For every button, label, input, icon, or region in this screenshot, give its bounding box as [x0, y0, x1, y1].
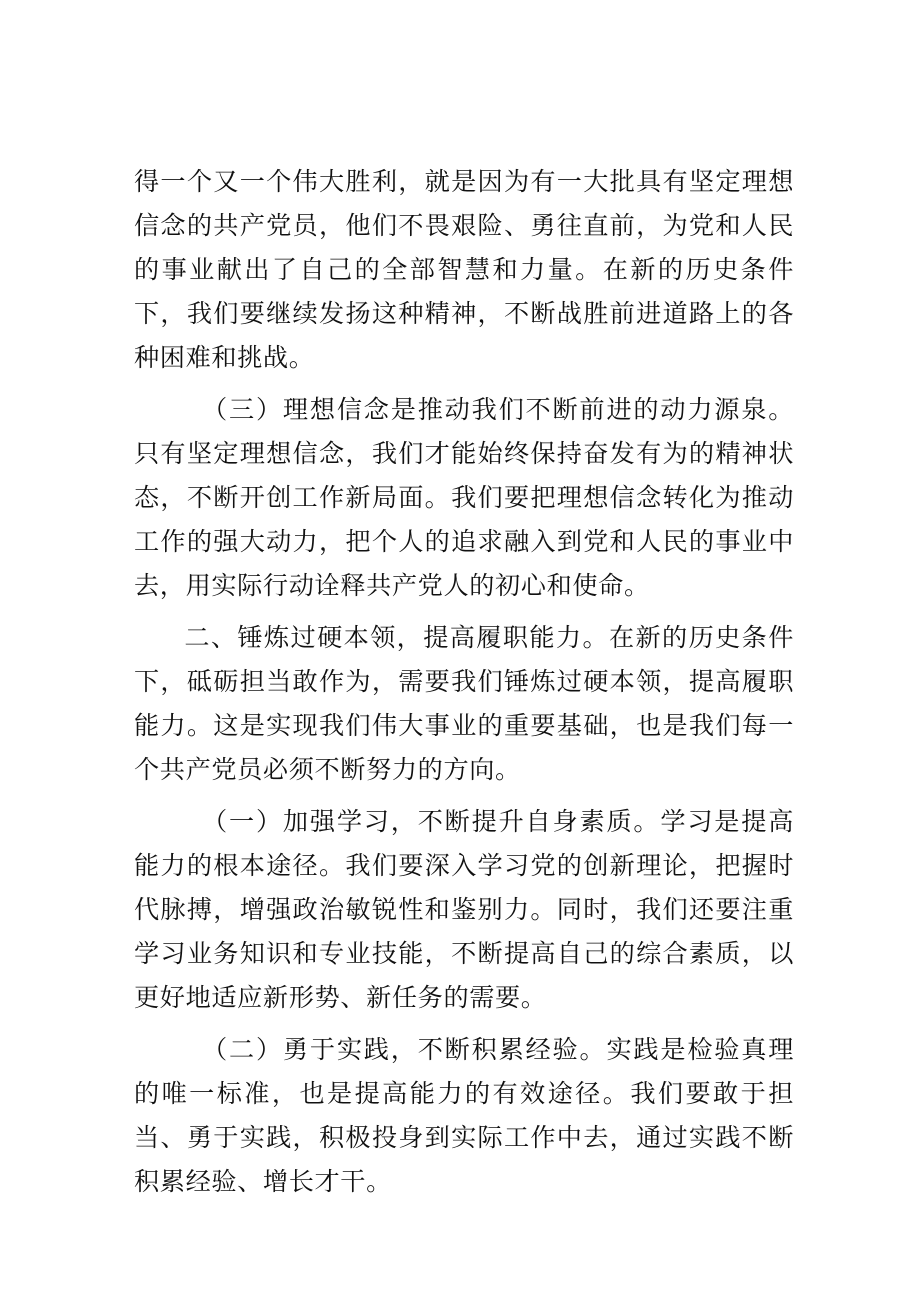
- paragraph-heading-2: 二、锤炼过硬本领，提高履职能力。在新的历史条件下，砥砺担当敢作为，需要我们锤炼过硬本领，提高履职能力。这是实现我们伟大事业的重要基础，也是我们每一个共产党员必须不断努力的方向。: [134, 623, 794, 784]
- paragraph-continued: 得一个又一个伟大胜利，就是因为有一大批具有坚定理想信念的共产党员，他们不畏艰险、勇往直前，为党和人民的事业献出了自己的全部智慧和力量。在新的历史条件下，我们要继续发扬这种精神，不断战胜前进道路上的各种困难和挑战。: [134, 167, 794, 372]
- document-body: [134, 160, 794, 1212]
- paragraph-section-3: （三）理想信念是推动我们不断前进的动力源泉。只有坚定理想信念，我们才能始终保持奋发有为的精神状态，不断开创工作新局面。我们要把理想信念转化为推动工作的强大动力，把个人的追求融入到党和人民的事业中去，用实际行动诠释共产党人的初心和使命。: [134, 395, 794, 600]
- paragraph-section-2: （二）勇于实践，不断积累经验。实践是检验真理的唯一标准，也是提高能力的有效途径。我们要敢于担当、勇于实践，积极投身到实际工作中去，通过实践不断积累经验、增长才干。: [134, 1035, 794, 1196]
- paragraph-section-1: （一）加强学习，不断提升自身素质。学习是提高能力的根本途径。我们要深入学习党的创新理论，把握时代脉搏，增强政治敏锐性和鉴别力。同时，我们还要注重学习业务知识和专业技能，不断提高自己的综合素质，以更好地适应新形势、新任务的需要。: [134, 807, 794, 1012]
